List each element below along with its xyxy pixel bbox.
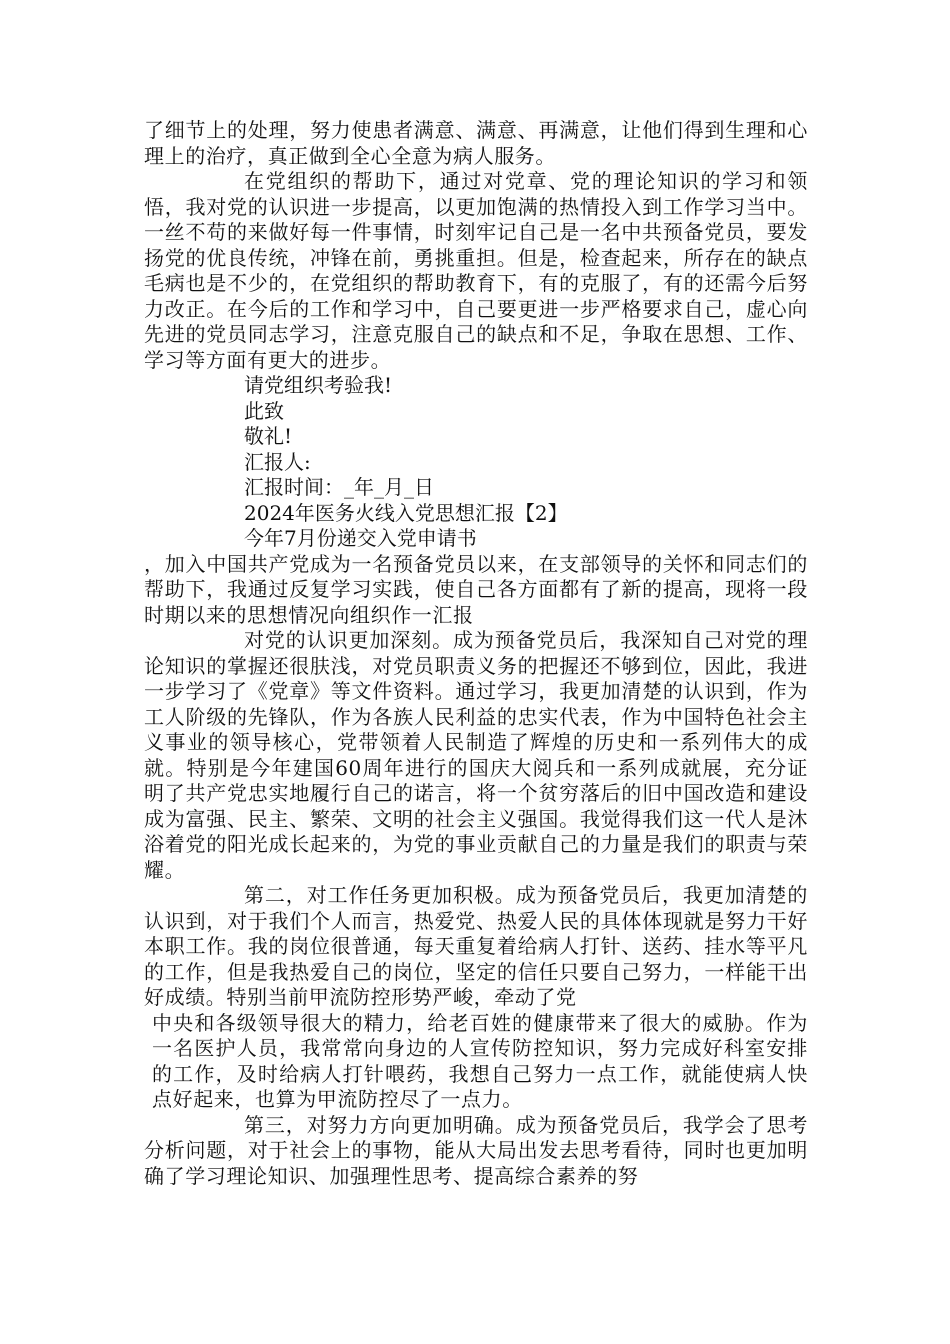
paragraph-intro: ，加入中国共产党成为一名预备党员以来，在支部领导的关怀和同志们的帮助下，我通过反复学习实践，使自己各方面都有了新的提高，现将一段时期以来的思想情况向组织作一汇报	[144, 551, 808, 627]
paragraph-1: 了细节上的处理，努力使患者满意、满意、再满意，让他们得到生理和心理上的治疗，真正做到全心全意为病人服务。	[144, 118, 808, 168]
paragraph-2: 在党组织的帮助下，通过对党章、党的理论知识的学习和领悟，我对党的认识进一步提高，以更加饱满的热情投入到工作学习当中。一丝不苟的来做好每一件事情，时刻牢记自己是一名中共预备党员，要发扬党的优良传统，冲锋在前，勇挑重担。但是，检查起来，所存在的缺点毛病也是不少的，在党组织的帮助教育下，有的克服了，有的还需今后努力改正。在今后的工作和学习中，自己要更进一步严格要求自己，虚心向先进的党员同志学习，注意克服自己的缺点和不足，争取在思想、工作、学习等方面有更大的进步。	[144, 169, 808, 372]
paragraph-first-point: 对党的认识更加深刻。成为预备党员后，我深知自己对党的理论知识的掌握还很肤浅，对党员职责义务的把握还不够到位，因此，我进一步学习了《党章》等文件资料。通过学习，我更加清楚的认识到，作为工人阶级的先锋队，作为各族人民利益的忠实代表，作为中国特色社会主义事业的领导核心，党带领着人民制造了辉煌的历史和一系列伟大的成就。特别是今年建国60周年进行的国庆大阅兵和一系列成就展，充分证明了共产党忠实地履行自己的诺言，将一个贫穷落后的旧中国改造和建设成为富强、民主、繁荣、文明的社会主义强国。我觉得我们这一代人是沐浴着党的阳光成长起来的，为党的事业贡献自己的力量是我们的职责与荣耀。	[144, 628, 808, 882]
intro-line: 今年7月份递交入党申请书	[244, 526, 477, 550]
closing-salutation: 此致	[244, 398, 284, 423]
report-date: 汇报时间：_年_月_日	[244, 475, 434, 499]
paragraph-third-point: 第三，对努力方向更加明确。成为预备党员后，我学会了思考分析问题，对于社会上的事物，能从大局出发去思考看待，同时也更加明确了学习理论知识、加强理性思考、提高综合素养的努	[144, 1112, 808, 1188]
document-page	[144, 118, 808, 1189]
closing-request: 请党组织考验我!	[244, 373, 393, 397]
section-title: 2024年医务火线入党思想汇报【2】	[244, 500, 568, 525]
paragraph-second-point-continued: 中央和各级领导很大的精力，给老百姓的健康带来了很大的威胁。作为一名医护人员，我常常向身边的人宣传防控知识，努力完成好科室安排的工作，及时给病人打针喂药，我想自己努力一点工作，就能使病人快点好起来，也算为甲流防控尽了一点力。	[152, 1010, 808, 1111]
reporter-label: 汇报人:	[244, 449, 311, 474]
paragraph-second-point: 第二，对工作任务更加积极。成为预备党员后，我更加清楚的认识到，对于我们个人而言，热爱党、热爱人民的具体体现就是努力干好本职工作。我的岗位很普通，每天重复着给病人打针、送药、挂水等平凡的工作，但是我热爱自己的岗位，坚定的信任只要自己努力，一样能干出好成绩。特别当前甲流防控形势严峻，牵动了党	[144, 883, 808, 1009]
closing-respect: 敬礼!	[244, 424, 293, 448]
